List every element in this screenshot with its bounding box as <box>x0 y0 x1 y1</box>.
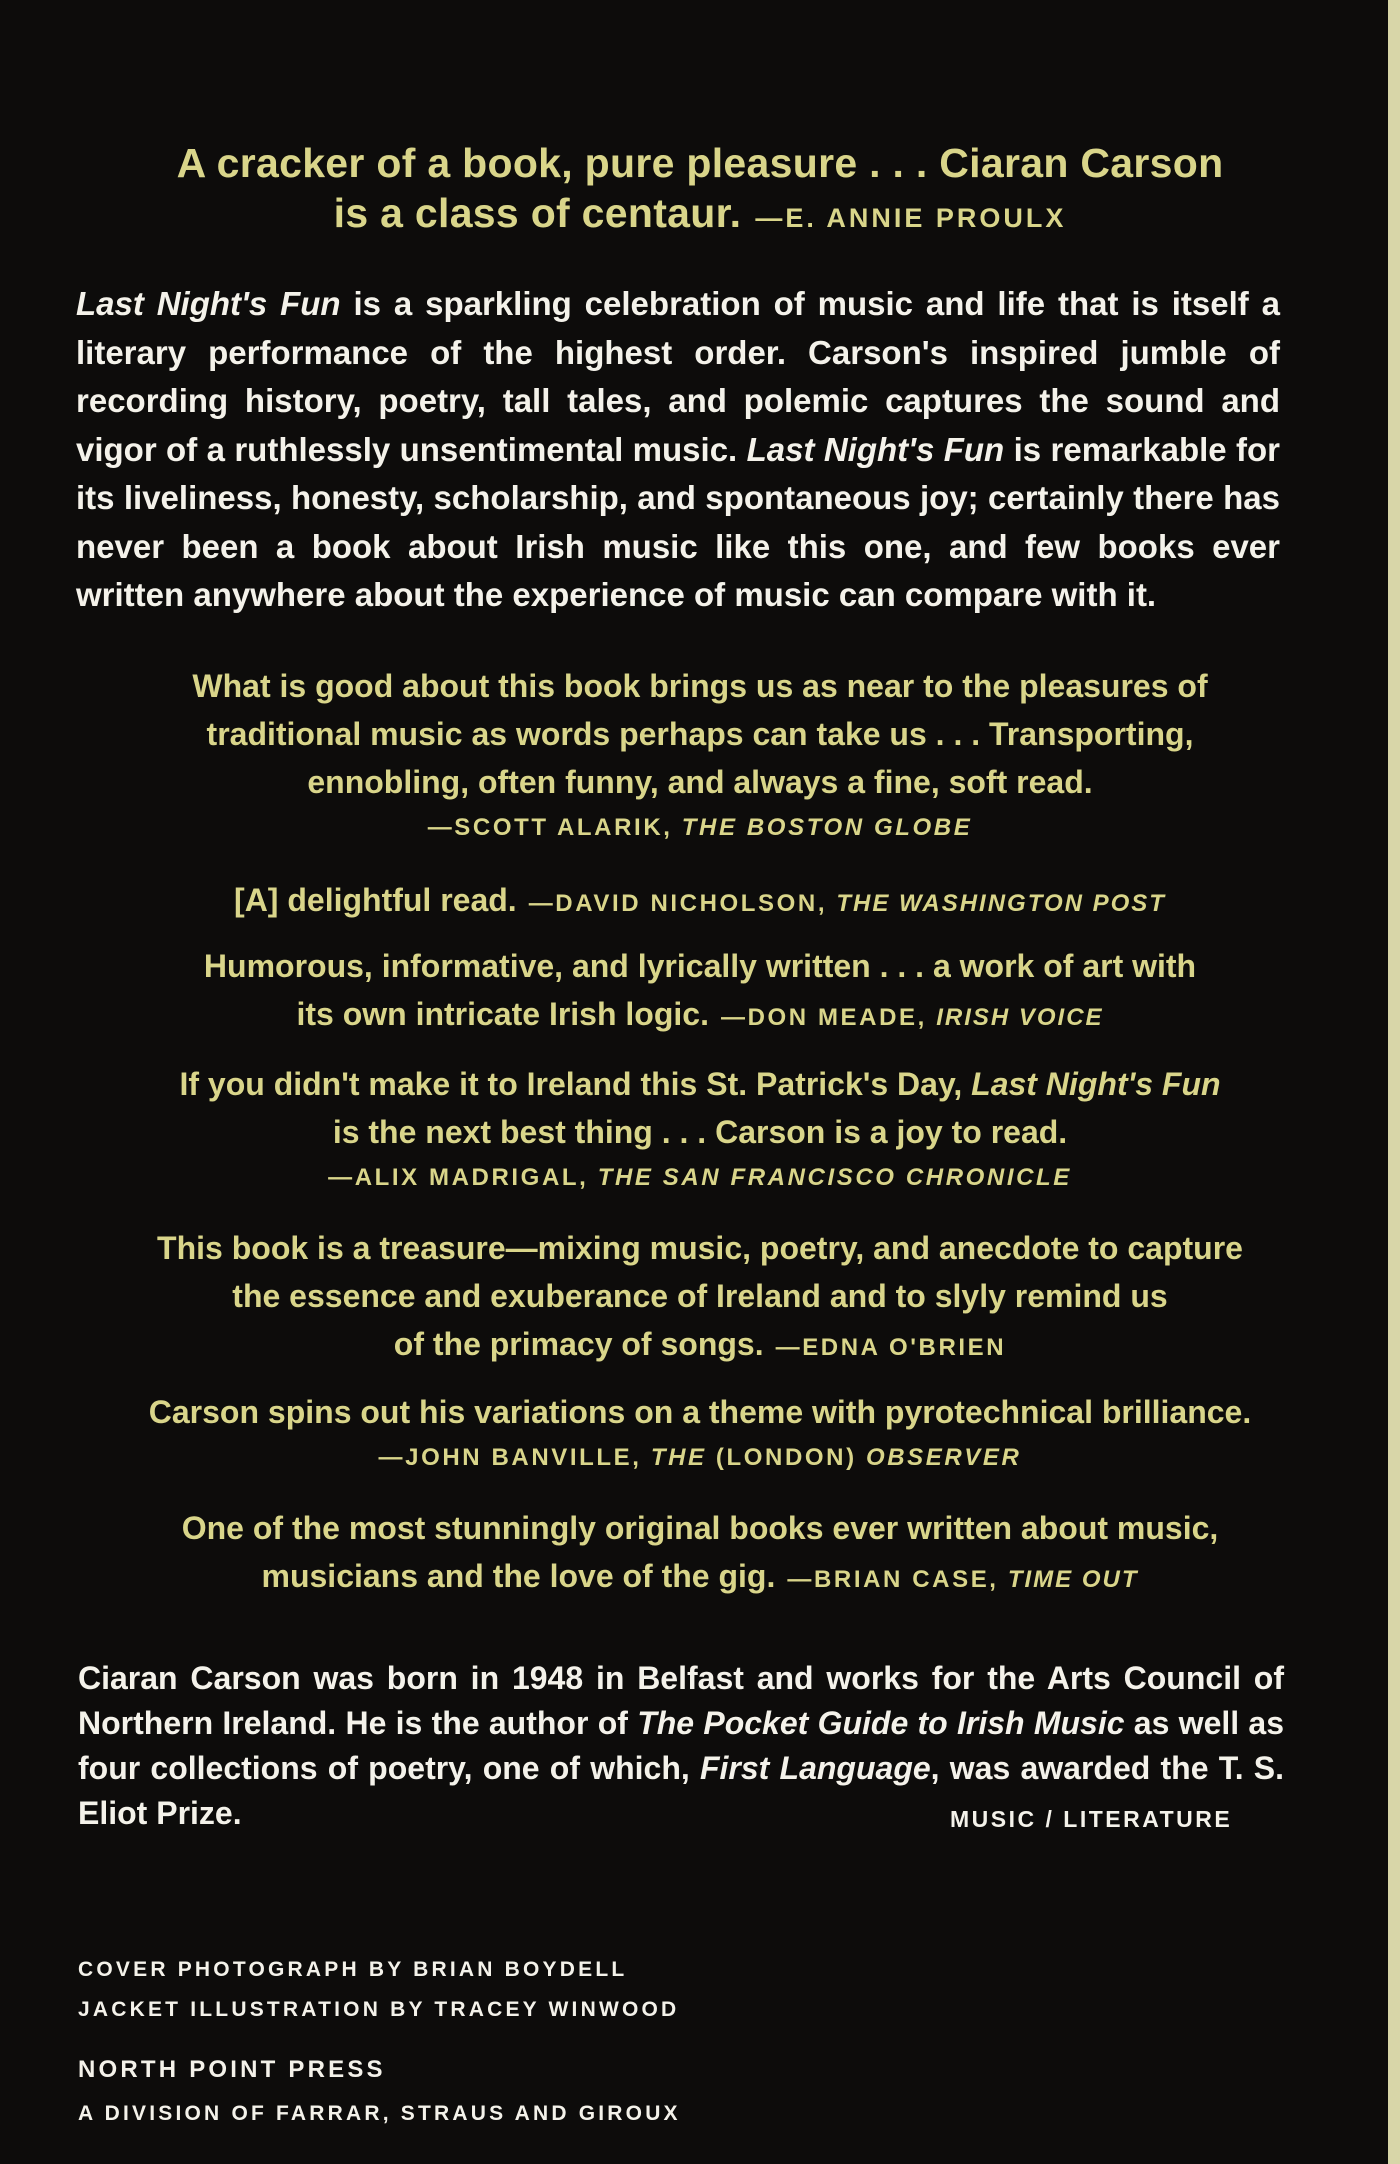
quote-line: This book is a treasure—mixing music, poetry, and anecdote to capture <box>157 1230 1243 1266</box>
book-title-italic: The Pocket Guide to Irish Music <box>637 1705 1125 1741</box>
book-title-italic: Last Night's Fun <box>971 1066 1221 1102</box>
quote-line: [A] delightful read. <box>234 882 517 918</box>
quote-line: the essence and exuberance of Ireland and to slyly remind us <box>232 1278 1168 1314</box>
quote-attribution: —SCOTT ALARIK, THE BOSTON GLOBE <box>427 814 973 841</box>
cover-edge-strip <box>1388 0 1400 2164</box>
quote-line: If you didn't make it to Ireland this St. Patrick's Day, <box>179 1066 972 1102</box>
quote-line: is the next best thing . . . Carson is a joy to read. <box>332 1114 1068 1150</box>
publication-name: THE SAN FRANCISCO CHRONICLE <box>597 1164 1072 1191</box>
publication-name: THE <box>650 1444 707 1471</box>
quote-line: What is good about this book brings us as near to the pleasures of <box>192 668 1208 704</box>
review-quote-obrien <box>60 1224 1340 1372</box>
quote-line: ennobling, often funny, and always a fine, soft read. <box>307 764 1093 800</box>
quote-attribution: —ALIX MADRIGAL, THE SAN FRANCISCO CHRONICLE <box>328 1164 1072 1191</box>
description-text-2: is remarkable for its liveliness, honesty, scholarship, and spontaneous joy; certainly there has never been a book about Irish music like this one, and few books ever written anywhere about the experience of music can compare with it. <box>76 430 1280 613</box>
review-quote-alarik <box>60 662 1340 850</box>
lead-quote-attribution: —E. ANNIE PROULX <box>755 203 1067 233</box>
quote-line: traditional music as words perhaps can take us . . . Transporting, <box>206 716 1194 752</box>
publication-name: THE WASHINGTON POST <box>836 890 1166 917</box>
category-label: MUSIC / LITERATURE <box>950 1806 1233 1832</box>
lead-quote-line2: is a class of centaur. <box>333 190 742 236</box>
publication-name: THE BOSTON GLOBE <box>681 814 973 841</box>
quote-attribution: —DON MEADE, IRISH VOICE <box>720 1004 1104 1031</box>
quote-attribution: —JOHN BANVILLE, THE (LONDON) OBSERVER <box>378 1444 1022 1471</box>
publication-name: IRISH VOICE <box>936 1004 1104 1031</box>
lead-quote <box>70 138 1330 243</box>
photo-credit: COVER PHOTOGRAPH BY BRIAN BOYDELL <box>78 1958 628 1981</box>
quote-line: of the primacy of songs. <box>393 1326 764 1362</box>
review-quote-nicholson <box>60 876 1340 928</box>
quote-attribution: —DAVID NICHOLSON, THE WASHINGTON POST <box>528 890 1166 917</box>
publication-name: TIME OUT <box>1007 1566 1139 1593</box>
illustration-credit: JACKET ILLUSTRATION BY TRACEY WINWOOD <box>78 1998 680 2021</box>
quote-line: musicians and the love of the gig. <box>261 1558 776 1594</box>
book-title-italic: Last Night's Fun <box>746 430 1005 468</box>
quote-attribution: —BRIAN CASE, TIME OUT <box>787 1566 1139 1593</box>
quote-attribution: —EDNA O'BRIEN <box>775 1334 1007 1361</box>
publication-name: OBSERVER <box>865 1444 1022 1471</box>
quote-line: its own intricate Irish logic. <box>296 996 709 1032</box>
quote-line: One of the most stunningly original books ever written about music, <box>181 1510 1219 1546</box>
description-text-1: is a sparkling celebration of music and life that is itself a literary performance of the highest order. Carson's inspired jumble of recording history, poetry, tall tales, and polemic captures the sound and vigor of a ruthlessly unsentimental music. <box>76 285 1281 468</box>
review-quote-madrigal <box>60 1060 1340 1200</box>
book-title-italic: First Language <box>699 1750 931 1786</box>
review-quote-case <box>60 1504 1340 1604</box>
review-quote-banville <box>60 1388 1340 1480</box>
review-quote-meade <box>60 942 1340 1042</box>
publisher-division: A DIVISION OF FARRAR, STRAUS AND GIROUX <box>78 2102 681 2125</box>
quote-line: Humorous, informative, and lyrically written . . . a work of art with <box>203 948 1197 984</box>
lead-quote-line1: A cracker of a book, pure pleasure . . . Ciaran Carson <box>176 140 1224 186</box>
book-description <box>76 280 1280 620</box>
publisher-name: NORTH POINT PRESS <box>78 2056 386 2083</box>
book-title-italic: Last Night's Fun <box>76 285 341 322</box>
quote-line: Carson spins out his variations on a theme with pyrotechnical brilliance. <box>148 1394 1252 1430</box>
author-bio: Ciaran Carson was born in 1948 in Belfast and works for the Arts Council of Northern Ireland. He is the author of The Pocket Guide to Irish Music as well as four collections of poetry, one of which, First Language, was awarded the T. S. Eliot Prize. <box>78 1660 1285 1831</box>
